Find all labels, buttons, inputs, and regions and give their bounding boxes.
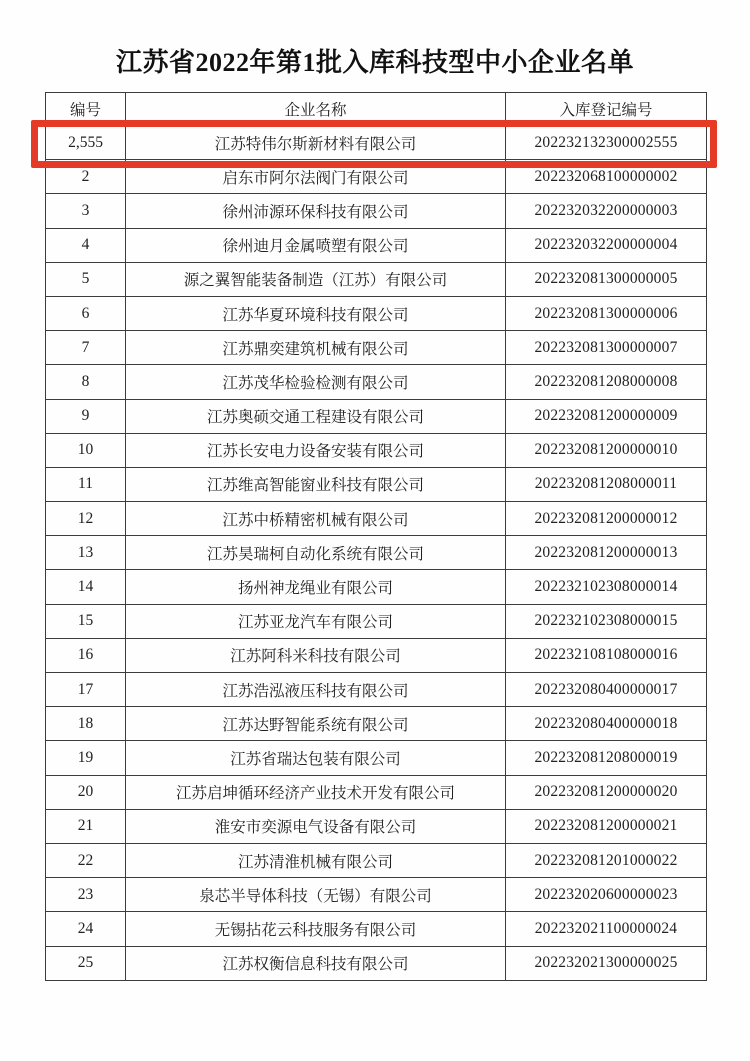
row-number-cell: 9 [46, 399, 126, 433]
registration-number-cell: 202232081208000008 [506, 365, 707, 399]
registration-number-cell: 202232081201000022 [506, 843, 707, 877]
company-name-cell: 源之翼智能装备制造（江苏）有限公司 [126, 262, 506, 296]
row-number-cell: 16 [46, 638, 126, 672]
table-row [46, 741, 707, 775]
row-number-cell: 24 [46, 912, 126, 946]
registration-number-cell: 202232081208000011 [506, 467, 707, 501]
page-title: 江苏省2022年第1批入库科技型中小企业名单 [115, 48, 634, 77]
company-name-cell: 淮安市奕源电气设备有限公司 [126, 809, 506, 843]
table-row [46, 638, 707, 672]
table-row [46, 502, 707, 536]
row-number-cell: 18 [46, 707, 126, 741]
registration-number-cell: 202232032200000004 [506, 228, 707, 262]
table-row [46, 878, 707, 912]
table-row [46, 946, 707, 980]
row-number-cell: 8 [46, 365, 126, 399]
company-name-cell: 江苏启坤循环经济产业技术开发有限公司 [126, 775, 506, 809]
table-row [46, 331, 707, 365]
registration-number-cell: 202232081208000019 [506, 741, 707, 775]
company-name-cell: 江苏华夏环境科技有限公司 [126, 296, 506, 330]
registration-number-cell: 202232102308000014 [506, 570, 707, 604]
registration-number-cell: 202232032200000003 [506, 194, 707, 228]
company-name-cell: 江苏达野智能系统有限公司 [126, 707, 506, 741]
registration-number-cell: 202232102308000015 [506, 604, 707, 638]
table-row [46, 126, 707, 160]
registration-number-cell: 202232108108000016 [506, 638, 707, 672]
table-row [46, 673, 707, 707]
registration-number-cell: 202232081200000009 [506, 399, 707, 433]
company-name-cell: 江苏阿科米科技有限公司 [126, 638, 506, 672]
registration-number-cell: 202232081200000010 [506, 433, 707, 467]
registration-number-cell: 202232081300000005 [506, 262, 707, 296]
table-row [46, 467, 707, 501]
company-name-cell: 江苏鼎奕建筑机械有限公司 [126, 331, 506, 365]
registration-number-cell: 202232081300000006 [506, 296, 707, 330]
company-name-cell: 徐州沛源环保科技有限公司 [126, 194, 506, 228]
registration-number-cell: 202232081200000012 [506, 502, 707, 536]
table-row [46, 809, 707, 843]
registration-number-cell: 202232021100000024 [506, 912, 707, 946]
company-name-cell: 泉芯半导体科技（无锡）有限公司 [126, 878, 506, 912]
table-row [46, 604, 707, 638]
company-name-cell: 徐州迪月金属喷塑有限公司 [126, 228, 506, 262]
company-name-cell: 江苏长安电力设备安装有限公司 [126, 433, 506, 467]
row-number-cell: 23 [46, 878, 126, 912]
registration-number-cell: 202232068100000002 [506, 160, 707, 194]
company-name-cell: 江苏中桥精密机械有限公司 [126, 502, 506, 536]
table-row [46, 228, 707, 262]
company-name-cell: 扬州神龙绳业有限公司 [126, 570, 506, 604]
table-body [46, 126, 707, 981]
company-name-cell: 江苏权衡信息科技有限公司 [126, 946, 506, 980]
table-row [46, 707, 707, 741]
row-number-cell: 19 [46, 741, 126, 775]
table-row [46, 399, 707, 433]
company-table-wrap [45, 92, 706, 981]
row-number-cell: 20 [46, 775, 126, 809]
table-row [46, 570, 707, 604]
row-number-cell: 15 [46, 604, 126, 638]
registration-number-cell: 202232081200000013 [506, 536, 707, 570]
registration-number-cell: 202232080400000017 [506, 673, 707, 707]
table-row [46, 843, 707, 877]
row-number-cell: 22 [46, 843, 126, 877]
row-number-cell: 2,555 [46, 126, 126, 160]
row-number-cell: 17 [46, 673, 126, 707]
row-number-cell: 2 [46, 160, 126, 194]
company-name-cell: 无锡拈花云科技服务有限公司 [126, 912, 506, 946]
row-number-cell: 3 [46, 194, 126, 228]
row-number-cell: 21 [46, 809, 126, 843]
company-name-cell: 江苏茂华检验检测有限公司 [126, 365, 506, 399]
company-name-cell: 江苏特伟尔斯新材料有限公司 [126, 126, 506, 160]
row-number-cell: 13 [46, 536, 126, 570]
table-row [46, 194, 707, 228]
registration-number-cell: 202232080400000018 [506, 707, 707, 741]
row-number-cell: 5 [46, 262, 126, 296]
company-name-cell: 启东市阿尔法阀门有限公司 [126, 160, 506, 194]
table-row [46, 160, 707, 194]
header-number: 编号 [46, 93, 126, 126]
company-name-cell: 江苏奥硕交通工程建设有限公司 [126, 399, 506, 433]
table-row [46, 365, 707, 399]
company-name-cell: 江苏浩泓液压科技有限公司 [126, 673, 506, 707]
table-row [46, 262, 707, 296]
registration-number-cell: 202232132300002555 [506, 126, 707, 160]
company-name-cell: 江苏亚龙汽车有限公司 [126, 604, 506, 638]
company-name-cell: 江苏省瑞达包装有限公司 [126, 741, 506, 775]
row-number-cell: 10 [46, 433, 126, 467]
row-number-cell: 11 [46, 467, 126, 501]
header-company-name: 企业名称 [126, 93, 506, 126]
company-name-cell: 江苏维高智能窗业科技有限公司 [126, 467, 506, 501]
row-number-cell: 7 [46, 331, 126, 365]
row-number-cell: 25 [46, 946, 126, 980]
registration-number-cell: 202232081300000007 [506, 331, 707, 365]
row-number-cell: 4 [46, 228, 126, 262]
table-row [46, 536, 707, 570]
company-table [45, 92, 707, 981]
company-name-cell: 江苏清淮机械有限公司 [126, 843, 506, 877]
table-row [46, 912, 707, 946]
table-row [46, 775, 707, 809]
table-row [46, 296, 707, 330]
header-row [46, 93, 707, 126]
header-registration-number: 入库登记编号 [506, 93, 707, 126]
row-number-cell: 14 [46, 570, 126, 604]
row-number-cell: 6 [46, 296, 126, 330]
row-number-cell: 12 [46, 502, 126, 536]
company-name-cell: 江苏昊瑞柯自动化系统有限公司 [126, 536, 506, 570]
registration-number-cell: 202232081200000020 [506, 775, 707, 809]
registration-number-cell: 202232021300000025 [506, 946, 707, 980]
table-row [46, 433, 707, 467]
registration-number-cell: 202232081200000021 [506, 809, 707, 843]
registration-number-cell: 202232020600000023 [506, 878, 707, 912]
